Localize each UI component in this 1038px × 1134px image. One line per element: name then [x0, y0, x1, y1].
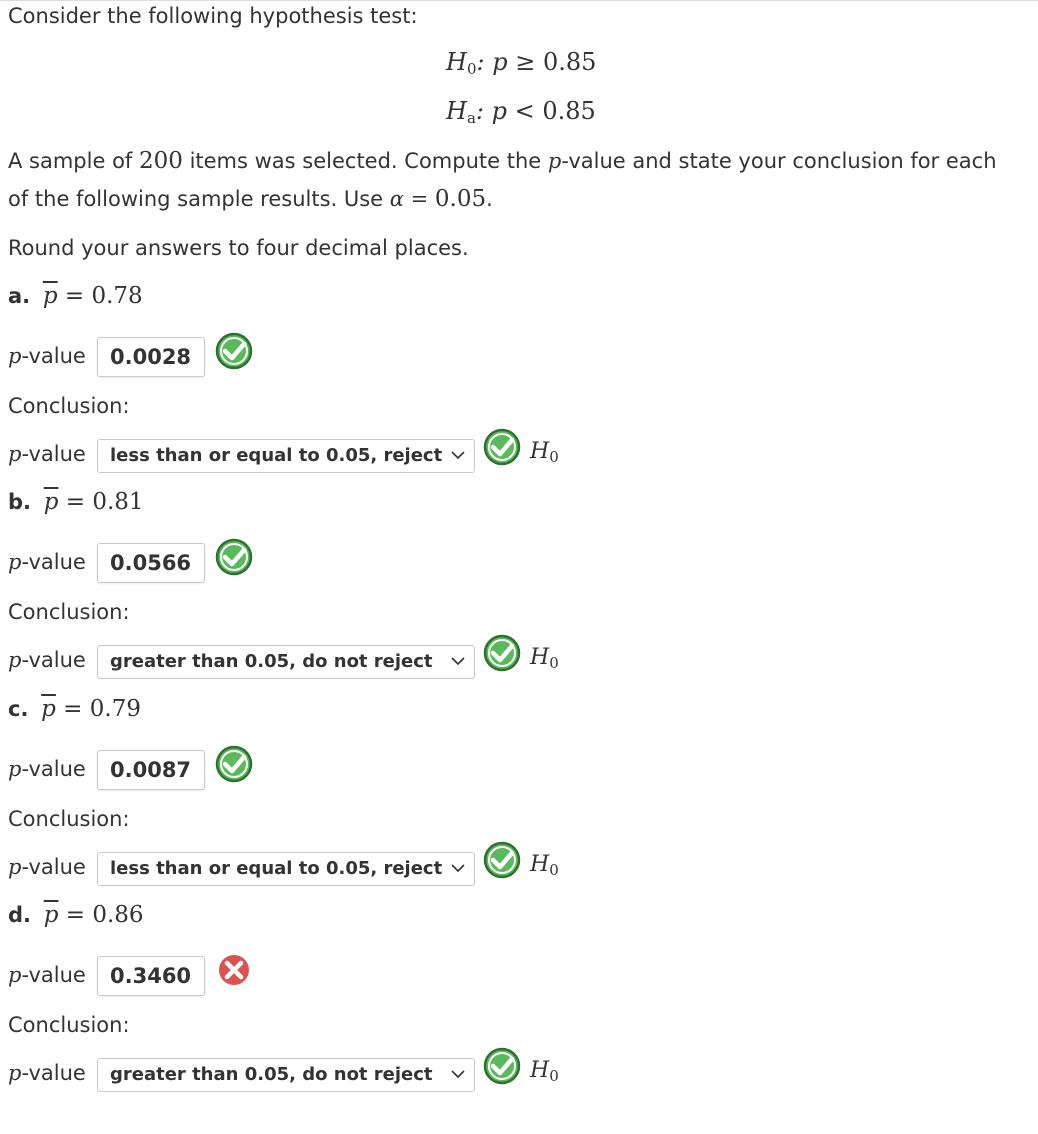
- conclusion-select[interactable]: [97, 439, 475, 473]
- part-header: [8, 696, 141, 722]
- intro-text: Consider the following hypothesis test:: [8, 4, 418, 28]
- p-value-label: [8, 344, 86, 368]
- p-value-input[interactable]: 0.0566: [97, 543, 205, 583]
- null-hypothesis-symbol: $H_0$: [530, 852, 559, 879]
- part-letter: d.: [8, 903, 32, 927]
- p-value-input[interactable]: 0.0028: [97, 337, 205, 377]
- p-italic: p: [8, 648, 22, 672]
- part-letter: a.: [8, 284, 31, 308]
- p-italic: p: [8, 1061, 22, 1085]
- conclusion-label: Conclusion:: [8, 807, 130, 831]
- check-circle-icon: [214, 537, 254, 577]
- conclusion-label: Conclusion:: [8, 1013, 130, 1037]
- p-bar-symbol: $\overline{p}$: [43, 902, 59, 928]
- check-circle-icon: [482, 840, 522, 880]
- problem-line-2: of the following sample results. Use α = 0.05.: [8, 186, 493, 212]
- chevron-down-icon: [450, 653, 466, 669]
- conclusion-selected-value: less than or equal to 0.05, reject: [110, 858, 443, 879]
- part-header: [8, 902, 144, 928]
- conclusion-selected-value: greater than 0.05, do not reject: [110, 1064, 433, 1085]
- p-value-label: [8, 550, 86, 574]
- conclusion-select[interactable]: [97, 645, 475, 679]
- null-hypothesis-symbol: $H_0$: [530, 645, 559, 672]
- p-value-label: [8, 757, 86, 781]
- conclusion-selected-value: less than or equal to 0.05, reject: [110, 445, 443, 466]
- p-italic: p: [8, 963, 22, 987]
- p-bar-equals: =: [58, 489, 93, 515]
- p-italic: p: [8, 344, 22, 368]
- p-bar-value: 0.79: [89, 696, 141, 722]
- value-suffix: -value: [21, 963, 86, 987]
- x-circle-icon: [214, 950, 254, 990]
- p-bar-equals: =: [57, 283, 92, 309]
- value-suffix: -value: [21, 550, 86, 574]
- p-italic: p: [8, 550, 22, 574]
- null-hypothesis-symbol: $H_0$: [530, 439, 559, 466]
- conclusion-label: Conclusion:: [8, 600, 130, 624]
- p-italic: p: [8, 757, 22, 781]
- check-circle-icon: [214, 744, 254, 784]
- p-bar-symbol: $\overline{p}$: [43, 489, 59, 515]
- p-value-input[interactable]: 0.3460: [97, 956, 205, 996]
- value-suffix: -value: [21, 1061, 86, 1085]
- p-bar-equals: =: [58, 902, 93, 928]
- p-italic: p: [8, 855, 22, 879]
- p-bar-equals: =: [55, 696, 90, 722]
- check-circle-icon: [482, 427, 522, 467]
- p-value-label: [8, 648, 86, 672]
- problem-line-1: A sample of 200 items was selected. Compute the p-value and state your conclusion for each: [8, 148, 997, 174]
- part-letter: b.: [8, 490, 32, 514]
- part-header: [8, 489, 144, 515]
- p-value-label: [8, 442, 86, 466]
- value-suffix: -value: [21, 442, 86, 466]
- p-italic: p: [8, 442, 22, 466]
- chevron-down-icon: [450, 1066, 466, 1082]
- p-bar-value: 0.78: [91, 283, 143, 309]
- p-bar-symbol: $\overline{p}$: [41, 696, 56, 722]
- part-letter: c.: [8, 697, 29, 721]
- value-suffix: -value: [21, 757, 86, 781]
- value-suffix: -value: [21, 855, 86, 879]
- p-bar-symbol: $\overline{p}$: [42, 283, 58, 309]
- top-divider: [0, 0, 1038, 1]
- conclusion-selected-value: greater than 0.05, do not reject: [110, 651, 433, 672]
- check-circle-icon: [482, 633, 522, 673]
- p-value-label: [8, 855, 86, 879]
- part-header: [8, 283, 143, 309]
- value-suffix: -value: [21, 344, 86, 368]
- check-circle-icon: [214, 331, 254, 371]
- null-hypothesis-symbol: $H_0$: [530, 1058, 559, 1085]
- p-value-input[interactable]: 0.0087: [97, 750, 205, 790]
- p-bar-value: 0.81: [92, 489, 144, 515]
- p-bar-value: 0.86: [92, 902, 144, 928]
- conclusion-select[interactable]: [97, 1058, 475, 1092]
- value-suffix: -value: [21, 648, 86, 672]
- conclusion-select[interactable]: [97, 852, 475, 886]
- p-value-label: [8, 1061, 86, 1085]
- chevron-down-icon: [450, 447, 466, 463]
- conclusion-label: Conclusion:: [8, 394, 130, 418]
- check-circle-icon: [482, 1046, 522, 1086]
- chevron-down-icon: [450, 860, 466, 876]
- alternative-hypothesis: $H_a$: p < 0.85: [446, 97, 596, 127]
- null-hypothesis: $H_0$: p ≥ 0.85: [446, 48, 597, 78]
- p-value-label: [8, 963, 86, 987]
- round-instruction: Round your answers to four decimal places.: [8, 236, 469, 260]
